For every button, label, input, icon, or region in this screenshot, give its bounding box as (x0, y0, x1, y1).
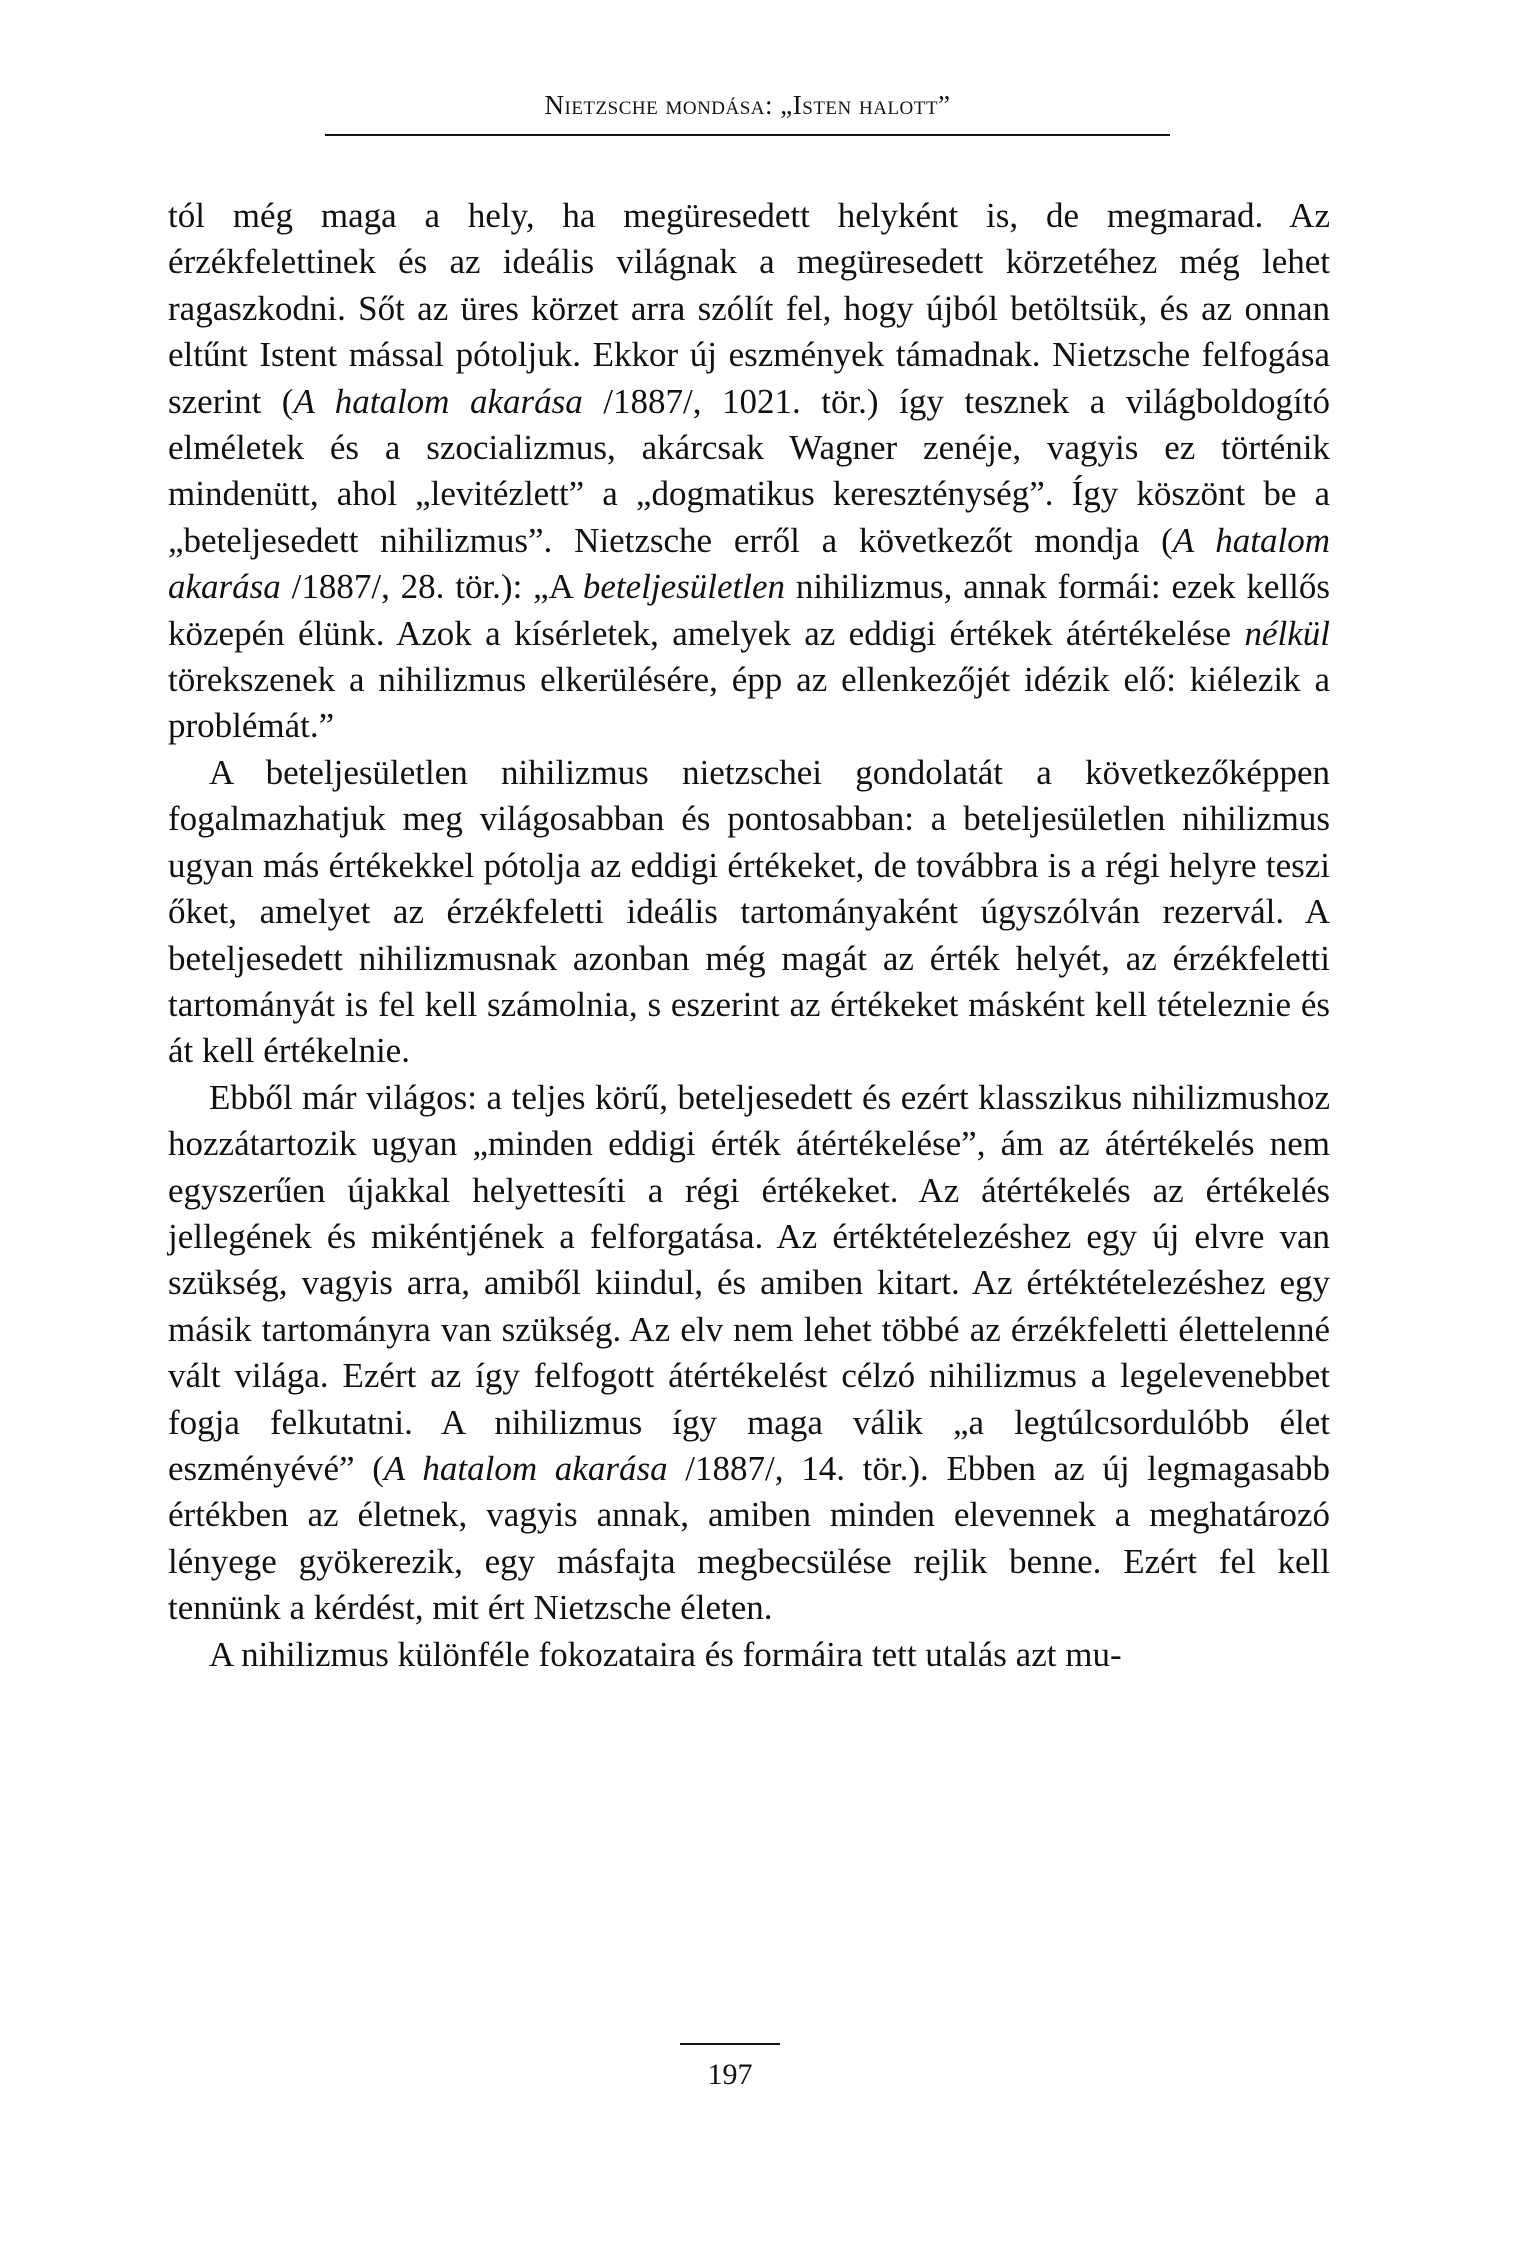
paragraph (168, 1075, 1330, 1632)
paragraph-text: törekszenek a nihilizmus elkerülésére, épp az ellenkezőjét idézik elő: kiélezik a problémát.” (168, 660, 1330, 746)
italic-text: A hatalom akarása (383, 1448, 668, 1488)
paragraph-text: /1887/, 14. tör.). Ebben az új legmagasabb értékben az életnek, vagyis annak, amiben minden elevennek a meghatározó lényege gyökerezik, egy másfajta megbecsülése rejlik benne. Ezért fel kell tennünk a kérdést, mit ért Nietzsche életen. (168, 1448, 1331, 1628)
page-number: 197 (707, 2058, 753, 2091)
italic-text: A hatalom akarása (293, 381, 583, 421)
body-text (168, 193, 1330, 1678)
paragraph (168, 1632, 1330, 1678)
paragraph (168, 750, 1330, 1075)
paragraph-text: Ebből már világos: a teljes körű, beteljesedett és ezért klasszikus nihilizmushoz hozzátartozik ugyan „minden eddigi érték átértékelése”, ám az átértékelés nem egyszerűen újakkal helyettesíti a régi értékeket. Az átértékelés az értékelés jellegének és mikéntjének a felforgatása. Az értéktételezéshez egy új elvre van szükség, vagyis arra, amiből kiindul, és amiben kitart. Az értéktételezéshez egy másik tartományra van szükség. Az elv nem lehet többé az érzékfeletti élettelenné vált világa. Ezért az így felfogott átértékelést célzó nihilizmus a legelevenebbet fogja felkutatni. A nihilizmus így maga válik „a legtúlcsordulóbb élet eszményévé” ( (168, 1077, 1330, 1488)
paragraph-text: A beteljesületlen nihilizmus nietzschei gondolatát a következőképpen fogalmazhatjuk meg világosabban és pontosabban: a beteljesületlen nihilizmus ugyan más értékekkel pótolja az eddigi értékeket, de továbbra is a régi helyre teszi őket, amelyet az érzékfeletti ideális tartományaként úgyszólván rezervál. A beteljesedett nihilizmusnak azonban még magát az érték helyét, az érzékfeletti tartományát is fel kell számolnia, s eszerint az értékeket másként kell tételeznie és át kell értékelnie. (168, 752, 1330, 1071)
italic-text: nélkül (1244, 613, 1330, 653)
paragraph-text: /1887/, 1021. tör.) így tesznek a világboldogító elméletek és a szocializmus, akárcsak Wagner zenéje, vagyis ez történik mindenütt, ahol „levitézlett” a „dogmatikus kereszténység”. Így köszönt be a „beteljesedett nihilizmus”. Nietzsche erről a következőt mondja ( (168, 381, 1331, 560)
paragraph (168, 193, 1330, 750)
footer-rule (680, 2043, 780, 2045)
paragraph-text: A nihilizmus különféle fokozataira és formáira tett utalás azt mu- (209, 1634, 1122, 1674)
italic-text: beteljesületlen (582, 567, 785, 607)
italic-text: A hatalom akarása (168, 520, 1330, 607)
paragraph-text: nihilizmus, annak formái: ezek kellős közepén élünk. Azok a kísérletek, amelyek az eddigi értékek átértékelése (168, 567, 1330, 653)
running-head: Nietzsche mondása: „Isten halott” (544, 90, 951, 120)
paragraph-text: /1887/, 28. tör.): „A (280, 567, 583, 607)
running-head-rule (325, 134, 1170, 136)
paragraph-text: tól még maga a hely, ha megüresedett helyként is, de megmarad. Az érzékfelettinek és az ideális világnak a megüresedett körzetéhez még lehet ragaszkodni. Sőt az üres körzet arra szólít fel, hogy újból betöltsük, és az onnan eltűnt Istent mással pótoljuk. Ekkor új eszmények támadnak. Nietzsche felfogása szerint ( (168, 196, 1330, 421)
